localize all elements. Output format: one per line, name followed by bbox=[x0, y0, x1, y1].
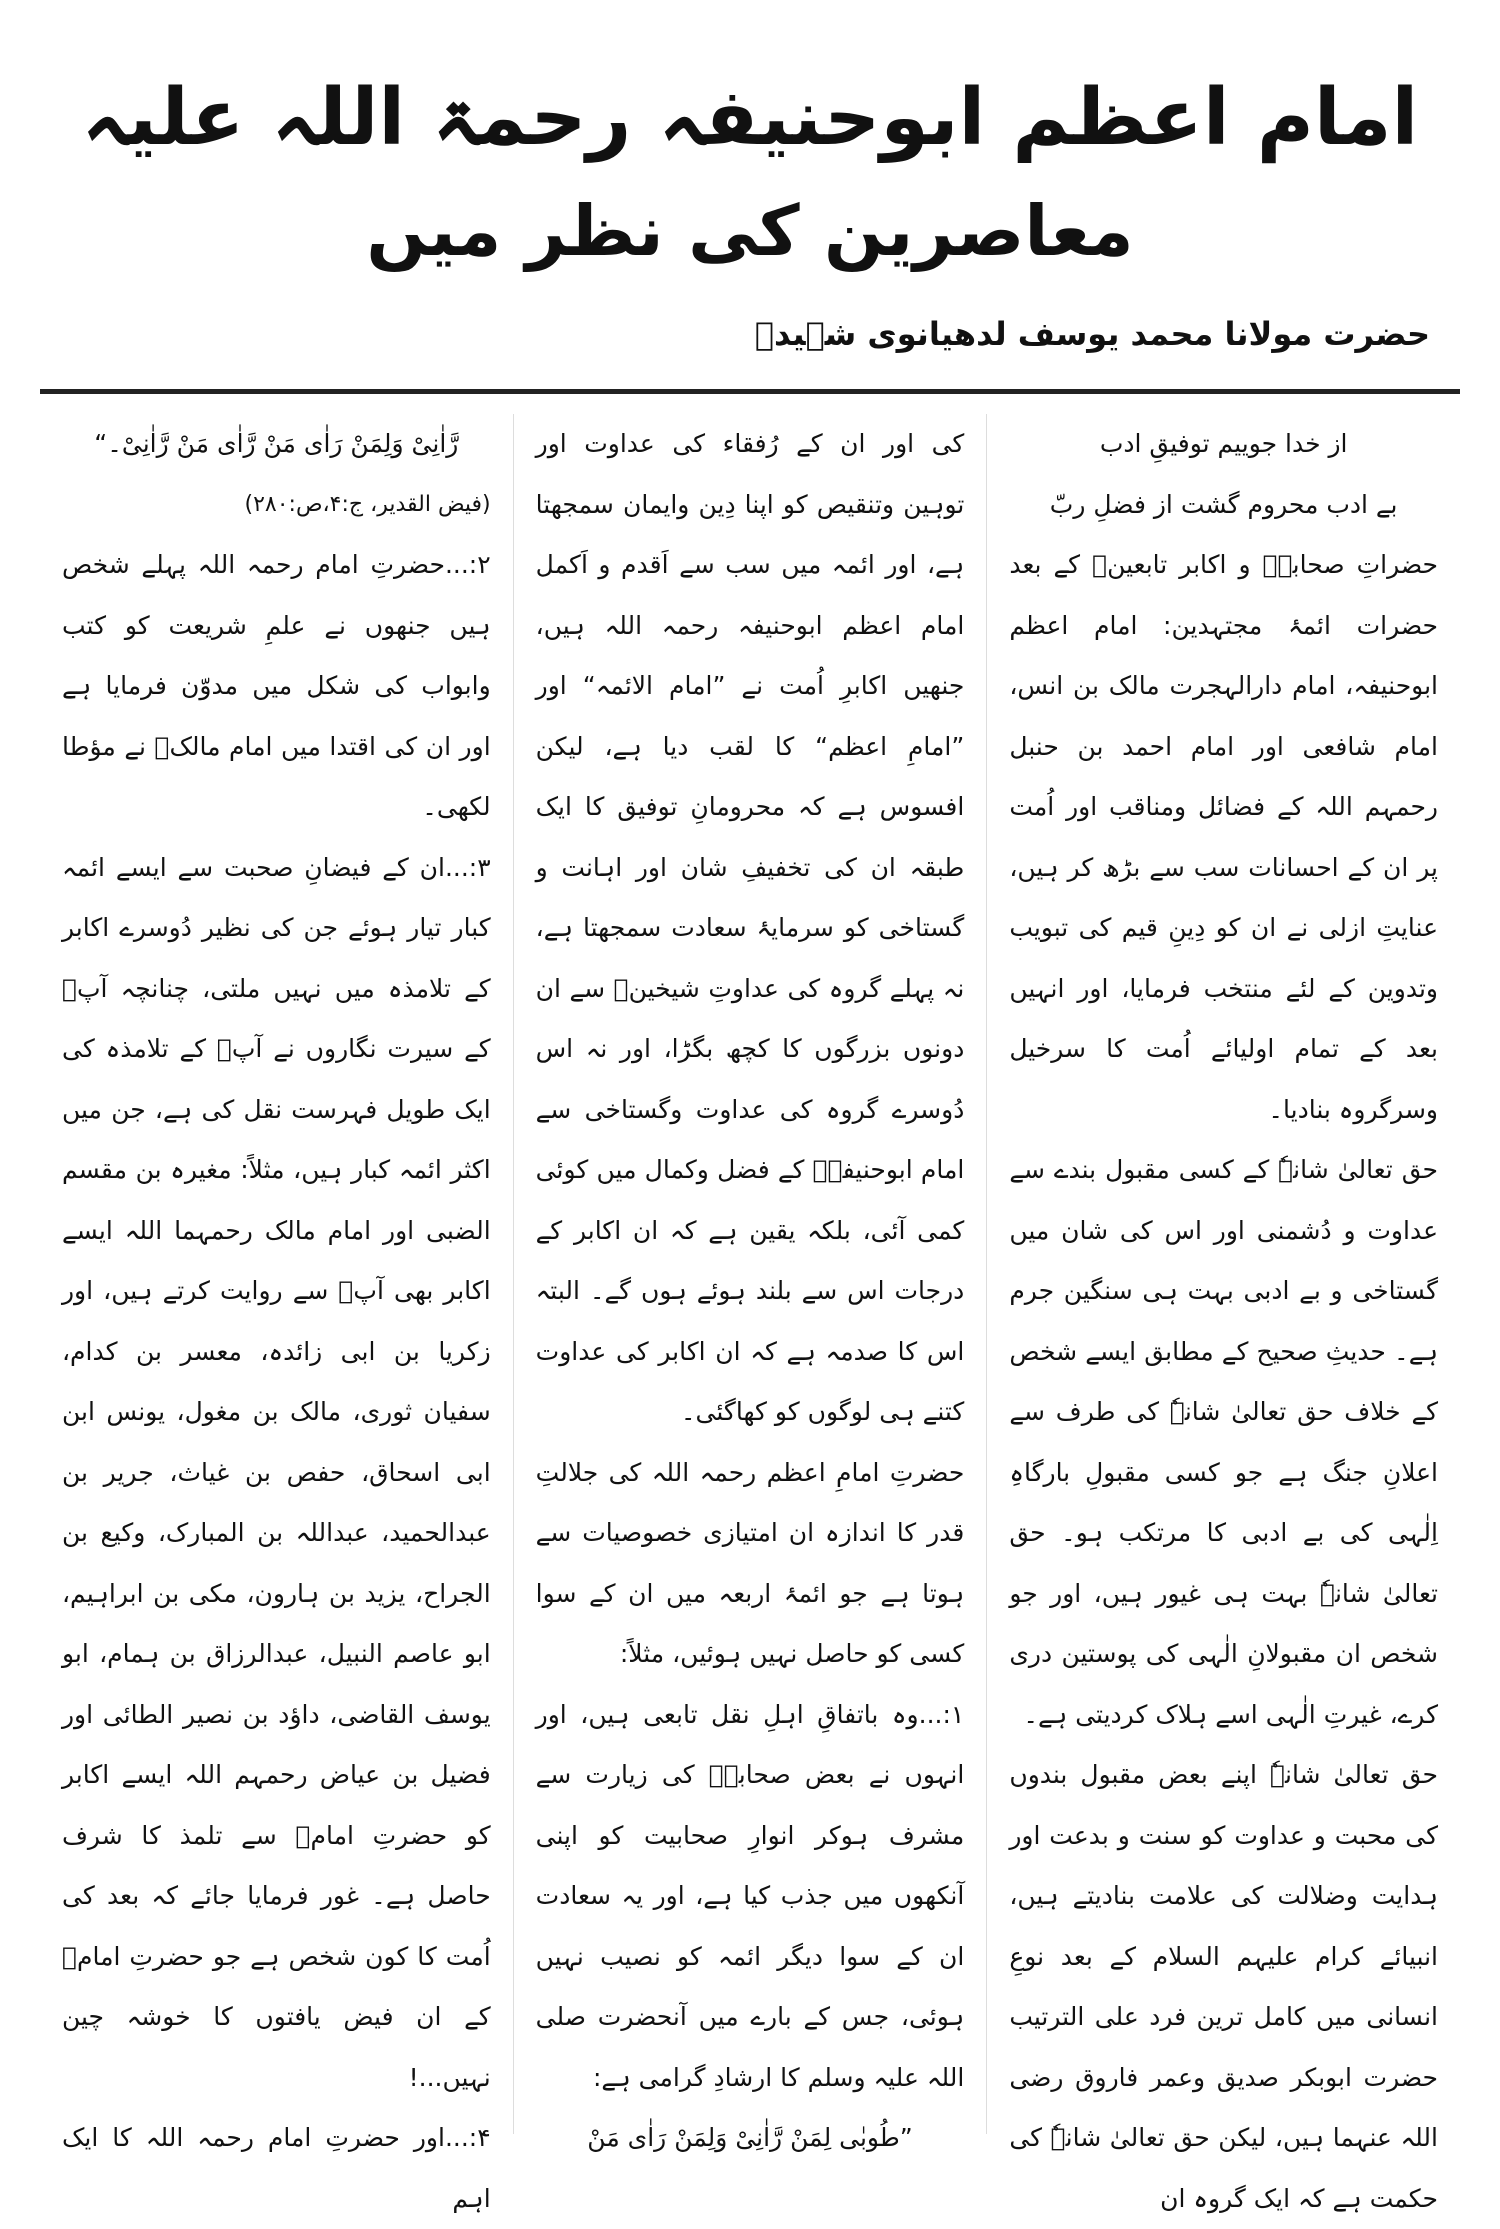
article-title: امام اعظم ابوحنیفہ رحمۃ اللہ علیہ bbox=[81, 73, 1419, 163]
column-left bbox=[40, 414, 514, 2213]
column-right bbox=[987, 414, 1460, 2213]
article-body bbox=[40, 414, 1460, 2213]
citation: (فیض القدیر، ج:۴،ص:۲۸۰) bbox=[244, 491, 491, 517]
article-subtitle: معاصرین کی نظر میں bbox=[366, 189, 1134, 272]
verse-line-1: از خدا جوییم توفیقِ ادب bbox=[1099, 429, 1348, 458]
paragraph: حق تعالیٰ شانہٗ کے کسی مقبول بندے سے عداوت و دُشمنی اور اس کی شان میں گستاخی و بے ادبی بہت ہی سنگین جرم ہے۔ حدیثِ صحیح کے مطابق ایسے شخص کے خلاف حق تعالیٰ شانہٗ کی طرف سے اعلانِ جنگ ہے جو کسی مقبولِ بارگاہِ اِلٰہی کی بے ادبی کا مرتکب ہو۔ حق تعالیٰ شانہٗ بہت ہی غیور ہیں، اور جو شخص ان مقبولانِ الٰہی کی پوستین دری کرے، غیرتِ الٰہی اسے ہلاک کردیتی ہے۔ bbox=[1009, 1155, 1438, 1729]
paragraph: ۲:...حضرتِ امام رحمہ اللہ پہلے شخص ہیں جنھوں نے علمِ شریعت کو کتب وابواب کی شکل میں مدوّن فرمایا ہے اور ان کی اقتدا میں امام مالکؒ نے مؤطا لکھی۔ bbox=[61, 550, 491, 821]
paragraph: ۳:...ان کے فیضانِ صحبت سے ایسے ائمہ کبار تیار ہوئے جن کی نظیر دُوسرے اکابر کے تلامذہ میں نہیں ملتی، چنانچہ آپؒ کے سیرت نگاروں نے آپؒ کے تلامذہ کی ایک طویل فہرست نقل کی ہے، جن میں اکثر ائمہ کبار ہیں، مثلاً: مغیرہ بن مقسم الضبی اور امام مالک رحمہما اللہ ایسے اکابر بھی آپؒ سے روایت کرتے ہیں، اور زکریا بن ابی زائدہ، معسر بن کدام، سفیان ثوری، مالک بن مغول، یونس ابن ابی اسحاق، حفص بن غیاث، جریر بن عبدالحمید، عبداللہ بن المبارک، وکیع بن الجراح، یزید بن ہارون، مکی بن ابراہیم، ابو عاصم النبیل، عبدالرزاق بن ہمام، ابو یوسف القاضی، داؤد بن نصیر الطائی اور فضیل بن عیاض رحمہم اللہ ایسے اکابر کو حضرتِ امامؒ سے تلمذ کا شرف حاصل ہے۔ غور فرمایا جائے کہ بعد کی اُمت کا کون شخص ہے جو حضرتِ امامؒ کے ان فیض یافتوں کا خوشہ چین نہیں...! bbox=[61, 852, 491, 2092]
hadith-quote-continued: رَّاٰنِیْ وَلِمَنْ رَاٰی مَنْ رَّاٰی مَنْ رَّاٰنِیْ۔“ bbox=[94, 429, 459, 458]
hadith-quote: ”طُوبٰی لِمَنْ رَّاٰنِیْ وَلِمَنْ رَاٰی مَنْ bbox=[587, 2123, 913, 2152]
paragraph: کی اور ان کے رُفقاء کی عداوت اور توہین وتنقیص کو اپنا دِین وایمان سمجھتا ہے، اور ائمہ میں سب سے اَقدم و اَکمل امام اعظم ابوحنیفہ رحمہ اللہ ہیں، جنھیں اکابرِ اُمت نے ”امام الائمہ“ اور ”امامِ اعظم“ کا لقب دیا ہے، لیکن افسوس ہے کہ محرومانِ توفیق کا ایک طبقہ ان کی تخفیفِ شان اور اہانت و گستاخی کو سرمایۂ سعادت سمجھتا ہے، نہ پہلے گروہ کی عداوتِ شیخینؓ سے ان دونوں بزرگوں کا کچھ بگڑا، اور نہ اس دُوسرے گروہ کی عداوت وگستاخی سے امام ابوحنیفہؒ کے فضل وکمال میں کوئی کمی آئی، بلکہ یقین ہے کہ ان اکابر کے درجات اس سے بلند ہوئے ہوں گے۔ البتہ اس کا صدمہ ہے کہ ان اکابر کی عداوت کتنے ہی لوگوں کو کھاگئی۔ bbox=[535, 429, 965, 1426]
paragraph: حضرتِ امامِ اعظم رحمہ اللہ کی جلالتِ قدر کا اندازہ ان امتیازی خصوصیات سے ہوتا ہے جو ائمۂ اربعہ میں ان کے سوا کسی کو حاصل نہیں ہوئیں، مثلاً: bbox=[535, 1457, 965, 1668]
paragraph: ۴:...اور حضرتِ امام رحمہ اللہ کا ایک اہم bbox=[61, 2123, 491, 2213]
paragraph: حق تعالیٰ شانہٗ اپنے بعض مقبول بندوں کی محبت و عداوت کو سنت و بدعت اور ہدایت وضلالت کی علامت بنادیتے ہیں، انبیائے کرام علیہم السلام کے بعد نوعِ انسانی میں کامل ترین فرد علی الترتیب حضرت ابوبکر صدیق وعمر فاروق رضی اللہ عنہما ہیں، لیکن حق تعالیٰ شانہٗ کی حکمت ہے کہ ایک گروہ ان bbox=[1009, 1760, 1438, 2213]
column-middle bbox=[514, 414, 988, 2152]
header-divider bbox=[40, 389, 1460, 394]
verse-line-2: بے ادب محروم گشت از فضلِ ربّ bbox=[1049, 489, 1398, 519]
paragraph: حضراتِ صحابہؓ و اکابر تابعینؒ کے بعد حضرات ائمۂ مجتہدین: امام اعظم ابوحنیفہ، امام دارالہجرت مالک بن انس، امام شافعی اور امام احمد بن حنبل رحمہم اللہ کے فضائل ومناقب اور اُمت پر ان کے احسانات سب سے بڑھ کر ہیں، عنایتِ ازلی نے ان کو دِینِ قیم کی تبویب وتدوین کے لئے منتخب فرمایا، اور انہیں بعد کے تمام اولیائے اُمت کا سرخیل وسرگروہ بنادیا۔ bbox=[1009, 550, 1438, 1124]
author-byline: حضرت مولانا محمد یوسف لدھیانوی شہیدؒ bbox=[754, 315, 1430, 353]
paragraph: ۱:...وہ باتفاقِ اہلِ نقل تابعی ہیں، اور انہوں نے بعض صحابہؓ کی زیارت سے مشرف ہوکر انوارِ صحابیت کو اپنی آنکھوں میں جذب کیا ہے، اور یہ سعادت ان کے سوا دیگر ائمہ کو نصیب نہیں ہوئی، جس کے بارے میں آنحضرت صلی اللہ علیہ وسلم کا ارشادِ گرامی ہے: bbox=[535, 1699, 965, 2092]
